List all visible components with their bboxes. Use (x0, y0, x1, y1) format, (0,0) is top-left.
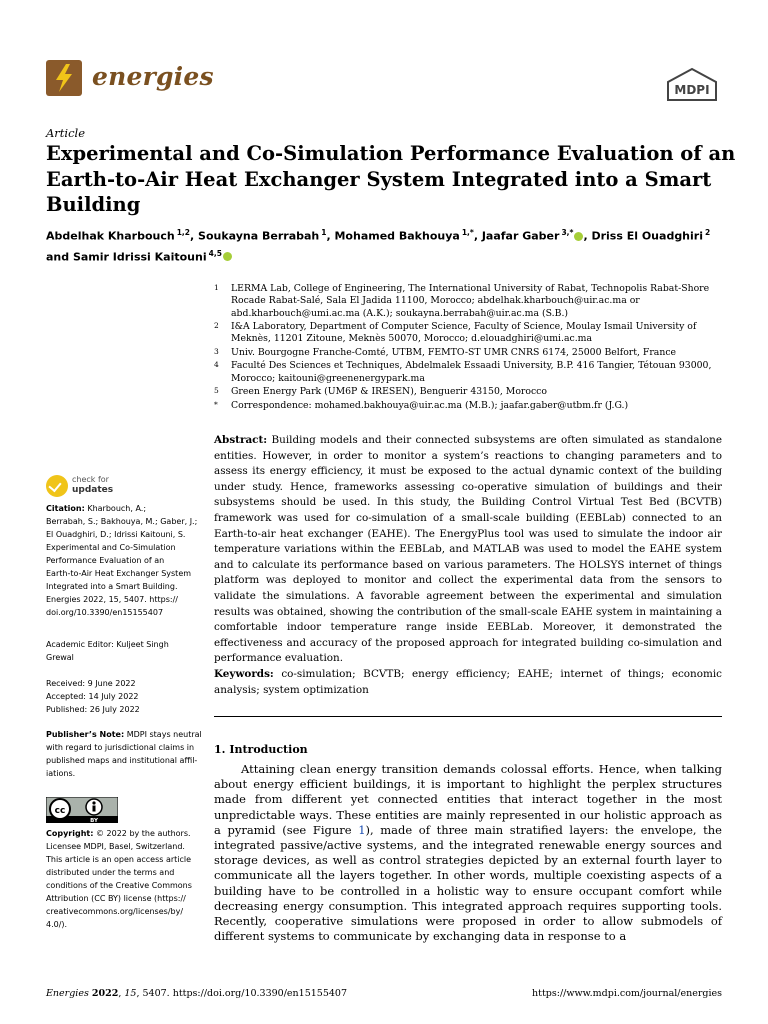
academic-editor (46, 638, 198, 664)
section-divider (214, 716, 722, 717)
check-icon (46, 475, 68, 497)
affiliation-number: 4 (214, 360, 219, 370)
sidebar-label: Copyright: (46, 829, 94, 838)
sidebar-line (46, 677, 198, 690)
keywords-text: co-simulation; BCVTB; energy efficiency; EAHE; internet of things; economic analysis; system optimization (214, 668, 722, 696)
sidebar-line (46, 554, 198, 567)
sidebar-line (46, 580, 198, 593)
author-name: Abdelhak Kharbouch (46, 229, 175, 243)
author-separator: , (326, 229, 335, 243)
footer-doi[interactable]: , 5407. https://doi.org/10.3390/en15155407 (136, 988, 348, 999)
affiliation-number: 3 (214, 346, 219, 356)
sidebar-text: Earth-to-Air Heat Exchanger System (46, 569, 192, 578)
publisher-note (46, 728, 202, 780)
publication-dates (46, 677, 198, 716)
check-for-updates-button[interactable] (46, 474, 146, 498)
sidebar-text: Grewal (46, 653, 74, 662)
sidebar-text: MDPI stays neutral (124, 730, 202, 739)
sidebar-text: Received: 9 June 2022 (46, 679, 136, 688)
sidebar-text: Integrated into a Smart Building. (46, 582, 178, 591)
author-affiliation-mark: 2 (704, 228, 711, 237)
article-type: Article (46, 126, 86, 140)
sidebar-line (46, 728, 202, 741)
sidebar-text: Energies 2022, 15, 5407. https:// (46, 595, 178, 604)
footer-journal: Energies (46, 988, 89, 999)
figure-link[interactable]: 1 (358, 822, 366, 837)
author-affiliation-mark: 4,5 (208, 248, 222, 258)
sidebar-text: Attribution (CC BY) license (https:// (46, 894, 186, 903)
author-separator: , (473, 229, 482, 243)
affiliation-text: Faculté Des Sciences et Techniques, Abdelmalek Essaadi University, B.P. 416 Tangier, Tétouan 93000, Morocco; kaitouni@greenenergypark.ma (231, 360, 712, 384)
sidebar-line (46, 767, 198, 780)
author-list (46, 224, 736, 265)
author-name: Jaafar Gaber (481, 229, 560, 243)
article-title: Experimental and Co-Simulation Performance Evaluation of an Earth-to-Air Heat Exchanger System Integrated into a Smart Building (46, 142, 736, 216)
affiliation-item (214, 400, 726, 412)
orcid-icon[interactable] (223, 252, 232, 261)
affiliation-item (214, 386, 726, 398)
affiliation-text: Correspondence: mohamed.bakhouya@uir.ac.ma (M.B.); jaafar.gaber@utbm.fr (J.G.) (231, 399, 629, 411)
sidebar-text: iations. (46, 769, 76, 778)
sidebar-line (46, 690, 198, 703)
author-affiliation-mark: 1,2 (176, 228, 191, 237)
affiliation-number: 1 (214, 283, 219, 292)
journal-name: energies (92, 62, 214, 91)
sidebar-line (46, 567, 198, 580)
sidebar-text: published maps and institutional affil- (46, 756, 198, 765)
affiliation-text: Green Energy Park (UM6P & IRESEN), Benguerir 43150, Morocco (231, 386, 547, 398)
check-updates-line1: check for (72, 475, 109, 484)
affiliation-item (214, 283, 726, 320)
author-affiliation-mark: 3,* (561, 228, 574, 237)
affiliation-item (214, 360, 726, 385)
sidebar-line (46, 502, 198, 515)
sidebar-text: This article is an open access article (46, 855, 192, 864)
sidebar-text: Experimental and Co-Simulation (46, 543, 176, 552)
check-updates-line2: updates (72, 485, 114, 495)
sidebar-line (46, 606, 198, 619)
footer-volume: 15 (124, 988, 137, 999)
author-name: Driss El Ouadghiri (591, 229, 703, 243)
citation-block (46, 502, 198, 619)
abstract-label: Abstract: (214, 434, 268, 446)
sidebar-line (46, 703, 198, 716)
cc-by-label: BY (90, 818, 98, 823)
footer-year: 2022 (91, 988, 119, 999)
sidebar-text: with regard to jurisdictional claims in (46, 743, 195, 752)
author-name: and Samir Idrissi Kaitouni (46, 250, 207, 264)
section-heading: 1. Introduction (214, 743, 308, 756)
sidebar-line (46, 754, 198, 767)
affiliation-item (214, 321, 726, 346)
introduction-paragraph (214, 762, 722, 944)
affiliation-number: 5 (214, 386, 219, 396)
energies-logo-icon (46, 60, 82, 96)
intro-text-part1: Attaining clean energy transition demands colossal efforts. Hence, when talking about energy efficient buildings, it is important to highlight the perplex structures made from different yet connected entities that interact together in the most unpredictable ways. These entities are mainly represented in our holistic approach as a pyramid (see Figure (214, 762, 722, 837)
svg-text:cc: cc (54, 806, 66, 816)
sidebar-line (46, 840, 198, 853)
affiliation-text: I&A Laboratory, Department of Computer Science, Faculty of Science, Moulay Ismail University of Meknès, 11201 Zitoune, Meknès 50070, Morocco; d.elouadghiri@umi.ac.ma (231, 321, 697, 345)
sidebar-text: Performance Evaluation of an (46, 556, 165, 565)
intro-text-part2: ), made of three main stratified layers: the envelope, the integrated passive/active systems, and the integrated renewable energy sources and storage devices, as well as control strategies depicted by an external fourth layer to communicate all the layers together. In other words, multiple coexisting aspects of a building have to be controlled in a holistic way to ensure occupant comfort while decreasing energy consumption. This integrated approach requires supporting tools. Recently, cooperative simulations were proposed in order to allow submodels of different systems to communicate by exchanging data in response to a (214, 822, 722, 944)
sidebar-line (46, 827, 198, 840)
affiliation-item (214, 347, 726, 359)
sidebar-line (46, 918, 198, 931)
sidebar-line (46, 528, 198, 541)
sidebar-text: Berrabah, S.; Bakhouya, M.; Gaber, J.; (46, 517, 198, 526)
svg-text:MDPI: MDPI (674, 83, 710, 97)
cc-by-license-icon[interactable] (46, 797, 118, 823)
author-affiliation-mark: 1,* (461, 228, 474, 237)
sidebar-text: Accepted: 14 July 2022 (46, 692, 139, 701)
author-name: Mohamed Bakhouya (334, 229, 460, 243)
copyright-block (46, 827, 198, 931)
sidebar-label: Citation: (46, 504, 85, 513)
sidebar-line (46, 741, 198, 754)
footer-citation: Energies 2022, 15, 5407. https://doi.org/10.3390/en15155407 (46, 988, 348, 999)
footer-journal-url[interactable]: https://www.mdpi.com/journal/energies (532, 988, 722, 999)
sidebar-line (46, 892, 198, 905)
sidebar-text: doi.org/10.3390/en15155407 (46, 608, 164, 617)
affiliation-number: 2 (214, 321, 219, 331)
affiliation-number: * (214, 399, 218, 409)
sidebar-label: Publisher’s Note: (46, 730, 125, 739)
sidebar-text: Licensee MDPI, Basel, Switzerland. (46, 842, 185, 851)
abstract-text: Building models and their connected subsystems are often simulated as standalone entities. However, in order to monitor a system’s reactions to changing parameters and to assess its energy efficiency, it must be exposed to the actual dynamic context of the building under study. Hence, frameworks assessing co-operative simulation of buildings and their subsystems should be used. In this study, the Building Control Virtual Test Bed (BCVTB) framework was used for co-simulation of a small-scale building (EEBLab) connected to an Earth-to-air heat exchanger (EAHE). The EnergyPlus tool was used to simulate the indoor air temperature variations within the EEBLab, and MATLAB was used to model the EAHE system and to calculate its performance based on various parameters. The HOLSYS internet of things platform was deployed to monitor and collect the experimental data from the sensors to validate the simulations. A favorable agreement between the experimental and simulation results was obtained, showing the contribution of the small-scale EAHE system in maintaining a comfortable indoor temperature range inside EEBLab. Moreover, it demonstrated the effectiveness and accuracy of the proposed approach for integrated building co-simulation and performance evaluation. (214, 434, 722, 665)
sidebar-line (46, 651, 198, 664)
sidebar-text: Kharbouch, A.; (84, 504, 147, 513)
sidebar-line (46, 853, 198, 866)
sidebar-line (46, 593, 198, 606)
sidebar-line (46, 866, 198, 879)
sidebar-line (46, 638, 198, 651)
abstract (214, 433, 722, 667)
author-separator: , (583, 229, 592, 243)
sidebar-line (46, 541, 198, 554)
mdpi-logo-icon (664, 67, 720, 103)
affiliation-text: LERMA Lab, College of Engineering, The International University of Rabat, Technopolis Rabat-Shore Rocade Rabat-Salé, Sala El Jadida 11100, Morocco; abdelhak.kharbouch@uir.ac.ma or abd.kharbouch@umi.ac.ma (A.K.); soukayna.berrabah@uir.ac.ma (S.B.) (231, 283, 710, 319)
author-affiliation-mark: 1 (321, 228, 327, 237)
keywords (214, 667, 722, 698)
sidebar-text: distributed under the terms and (46, 868, 175, 877)
sidebar-text: Academic Editor: Kuljeet Singh (46, 640, 169, 649)
sidebar-text: conditions of the Creative Commons (46, 881, 192, 890)
author-separator: , (190, 229, 199, 243)
sidebar-text: creativecommons.org/licenses/by/ (46, 907, 184, 916)
affiliations (214, 283, 726, 413)
sidebar-text: El Ouadghiri, D.; Idrissi Kaitouni, S. (46, 530, 186, 539)
sidebar-text: 4.0/). (46, 920, 68, 929)
sidebar-line (46, 515, 198, 528)
affiliation-text: Univ. Bourgogne Franche-Comté, UTBM, FEMTO-ST UMR CNRS 6174, 25000 Belfort, France (231, 346, 677, 358)
keywords-label: Keywords: (214, 668, 274, 680)
sidebar-text: Published: 26 July 2022 (46, 705, 140, 714)
sidebar-text: © 2022 by the authors. (93, 829, 191, 838)
author-name: Soukayna Berrabah (198, 229, 320, 243)
sidebar-line (46, 879, 198, 892)
sidebar-line (46, 905, 198, 918)
